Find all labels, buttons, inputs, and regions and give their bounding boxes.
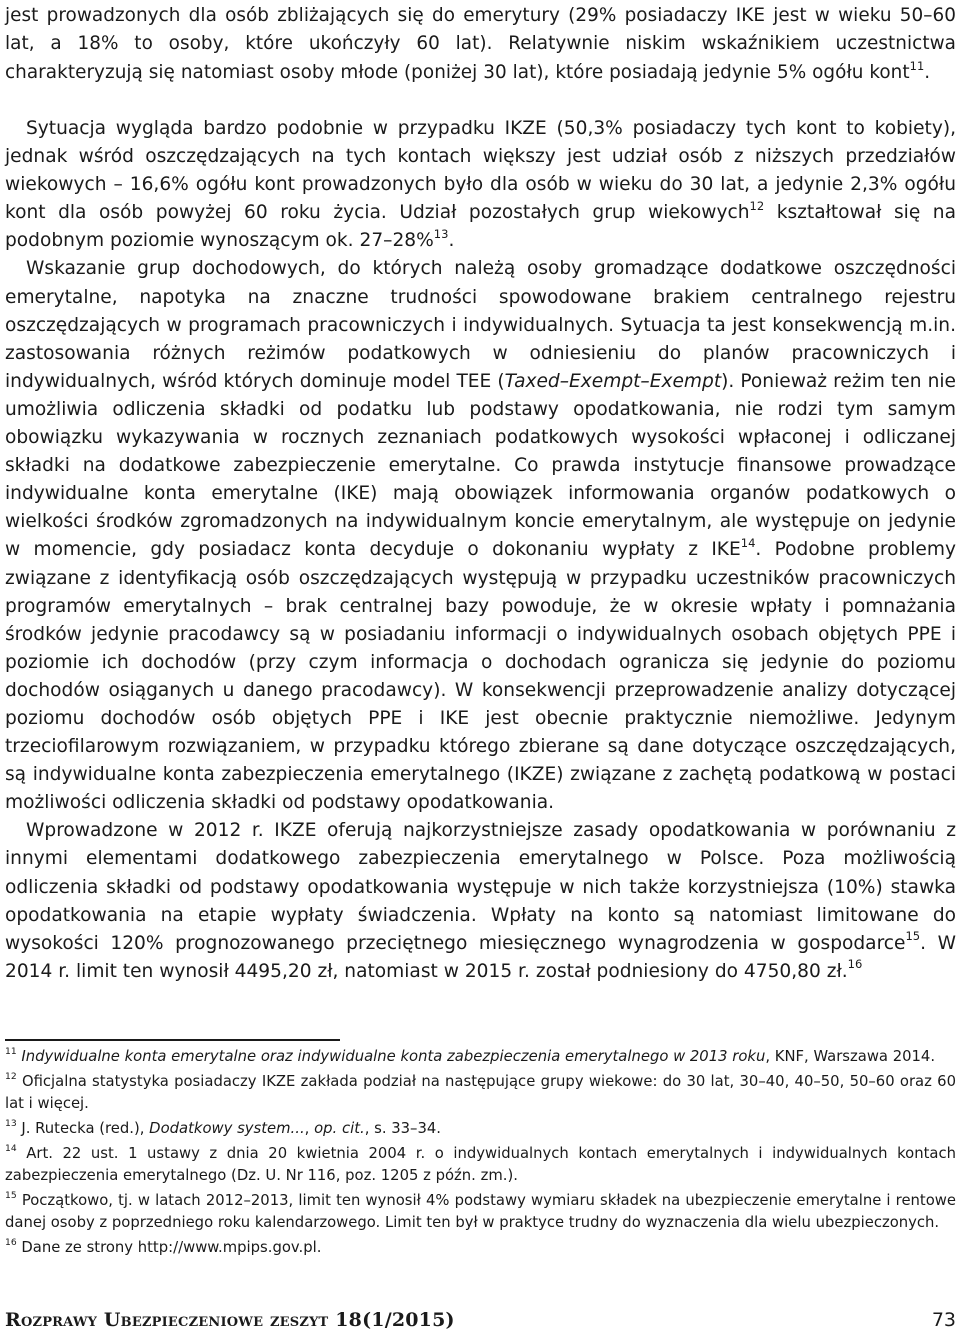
footnote-ref-15[interactable]: 15 — [905, 929, 921, 944]
footnote-13 — [5, 1118, 956, 1140]
footnote-ref-13[interactable]: 13 — [433, 227, 449, 242]
footnote-number: 13 — [5, 1118, 17, 1130]
paragraph-text: . W 2014 r. limit ten wynosił 4495,20 zł, natomiast w 2015 r. został podniesiony do 4750,80 zł. — [5, 932, 956, 982]
footnote-number: 12 — [5, 1071, 17, 1083]
footnote-ref-12[interactable]: 12 — [749, 198, 765, 213]
footnote-number: 11 — [5, 1046, 17, 1058]
paragraph-text: Wskazanie grup dochodowych, do których należą osoby gromadzące dodatkowe oszczędności emerytalne, napotyka na znaczne trudności spowodowane brakiem centralnego rejestru oszczędzających w programach pracowniczych i indywidualnych. Sytuacja ta jest konsekwencją m.in. zastosowania różnych reżimów podatkowych w odniesieniu do planów pracowniczych i indywidualnych, wśród których dominuje model TEE ( — [5, 258, 956, 392]
paragraph-text: Sytuacja wygląda bardzo podobnie w przypadku IKZE (50,3% posiadaczy tych kont to kobiety), jednak wśród oszczędzających na tych kontach większy jest udział osób z niższych przedziałów wiekowych – 16,6% ogółu kont prowadzonych było dla osób w wieku do 30 lat, a jedynie 2,3% ogółu kont dla osób powyżej 60 roku życia. Udział pozostałych grup wiekowych — [5, 118, 956, 224]
italic-term: Taxed–Exempt–Exempt — [504, 370, 722, 392]
paragraph-income-groups — [5, 255, 956, 817]
footnote-text: , s. 33–34. — [364, 1120, 441, 1137]
footnote-16 — [5, 1237, 956, 1259]
page-number: 73 — [931, 1309, 956, 1331]
footnote-divider — [5, 1039, 340, 1041]
footnote-number: 16 — [5, 1237, 17, 1249]
footnote-citation: op. cit. — [314, 1120, 365, 1137]
paragraph-ikze-age — [5, 115, 956, 255]
footnote-text: Początkowo, tj. w latach 2012–2013, limit ten wynosił 4% podstawy wymiaru składek na ubezpieczenie emerytalne i rentowe danej osoby z poprzedniego roku kalendarzowego. Limit ten był w praktyce trudny do wyznaczenia dla wielu ubezpieczonych. — [5, 1192, 956, 1231]
paragraph-text: Wprowadzone w 2012 r. IKZE oferują najkorzystniejsze zasady opodatkowania w porównaniu z innymi elementami dodatkowego zabezpieczenia emerytalnego w Polsce. Poza możliwością odliczenia składki od podstawy opodatkowania występuje w nich także korzystniejsza (10%) stawka opodatkowania na etapie wypłaty świadczenia. Wpłaty na konto są natomiast limitowane do wysokości 120% prognozowanego przeciętnego miesięcznego wynagrodzenia w gospodarce — [5, 820, 956, 954]
paragraph-text: ). Ponieważ reżim ten nie umożliwia odliczenia składki od podatku lub podstawy opodatkowania, nie rodzi tym samym obowiązku wykazywania w rocznych zeznaniach podatkowych wysokości wpłaconej i odliczanej składki na dodatkowe zabezpieczenie emerytalne. Co prawda instytucje finansowe prowadzące indywidualne konta emerytalne (IKE) mają obowiązek informowania organów podatkowych o wielkości środków zgromadzonych na indywidualnym koncie emerytalnym, ale występuje on jedynie w momencie, gdy posiadacz konta decyduje o dokonaniu wypłaty z IKE — [5, 370, 956, 561]
footnote-text: Oficjalna statystyka posiadaczy IKZE zakłada podział na następujące grupy wiekowe: do 30 lat, 30–40, 40–50, 50–60 oraz 60 lat i więcej. — [5, 1073, 956, 1112]
paragraph-ikze-2012 — [5, 817, 956, 986]
footnote-ref-14[interactable]: 14 — [740, 536, 756, 551]
footnote-text: Art. 22 ust. 1 ustawy z dnia 20 kwietnia 2004 r. o indywidualnych kontach emerytalnych i indywidualnych kontach zabezpieczenia emerytalnego (Dz. U. Nr 116, poz. 1205 z późn. zm.). — [5, 1145, 956, 1184]
main-text — [5, 115, 956, 986]
footnote-12 — [5, 1071, 956, 1115]
paragraph-end: . — [448, 230, 455, 252]
footnote-text: J. Rutecka (red.), — [21, 1120, 150, 1137]
footnote-11 — [5, 1046, 956, 1068]
footnote-text: , — [304, 1120, 315, 1137]
footnote-ref-16[interactable]: 16 — [847, 957, 863, 972]
footnote-number: 14 — [5, 1143, 17, 1155]
footnotes — [5, 1046, 956, 1262]
footnote-text: Dane ze strony http://www.mpips.gov.pl. — [21, 1239, 322, 1256]
paragraph-text: . Podobne problemy związane z identyfikacją osób oszczędzających występują w przypadku uczestników pracowniczych programów emerytalnych – brak centralnej bazy powoduje, że w okresie wpłaty i pomnażania środków jedynie pracodawcy są w posiadaniu informacji o indywidualnych osobach objętych PPE i poziomie ich dochodów (przy czym informacja o dochodach ogranicza się jedynie do poziomu dochodów osiąganych u danego pracodawcy). W konsekwencji przeprowadzenie analizy dotyczącej poziomu dochodów osób objętych PPE i IKE jest obecnie praktycznie niemożliwe. Jedynym trzeciofilarowym rozwiązaniem, w przypadku którego zbierane są dane dotyczące oszczędzających, są indywidualne konta zabezpieczenia emerytalnego (IKZE) związane z zachętą podatkową w postaci możliwości odliczenia składki od podstawy opodatkowania. — [5, 539, 956, 814]
footnote-title: Indywidualne konta emerytalne oraz indywidualne konta zabezpieczenia emerytalnego w 2013 roku — [21, 1048, 766, 1065]
paragraph-text: kształtował się na podobnym poziomie wynoszącym ok. 27–28% — [5, 202, 956, 252]
paragraph-end: . — [924, 61, 931, 83]
journal-title: Rozprawy Ubezpieczeniowe zeszyt 18(1/2015) — [5, 1309, 455, 1331]
paragraph-text: jest prowadzonych dla osób zbliżających się do emerytury (29% posiadaczy IKE jest w wieku 50–60 lat, a 18% to osoby, które ukończyły 60 lat). Relatywnie niskim wskaźnikiem uczestnictwa charakteryzują się natomiast osoby młode (poniżej 30 lat), które posiadają jedynie 5% ogółu kont — [5, 5, 956, 83]
footnote-15 — [5, 1190, 956, 1234]
footnote-14 — [5, 1143, 956, 1187]
page-footer — [5, 1307, 956, 1337]
footnote-title: Dodatkowy system... — [149, 1120, 305, 1137]
footnote-text: , KNF, Warszawa 2014. — [765, 1048, 936, 1065]
footnote-number: 15 — [5, 1190, 17, 1202]
paragraph-opening — [5, 2, 956, 87]
footnote-ref-11[interactable]: 11 — [909, 58, 925, 73]
